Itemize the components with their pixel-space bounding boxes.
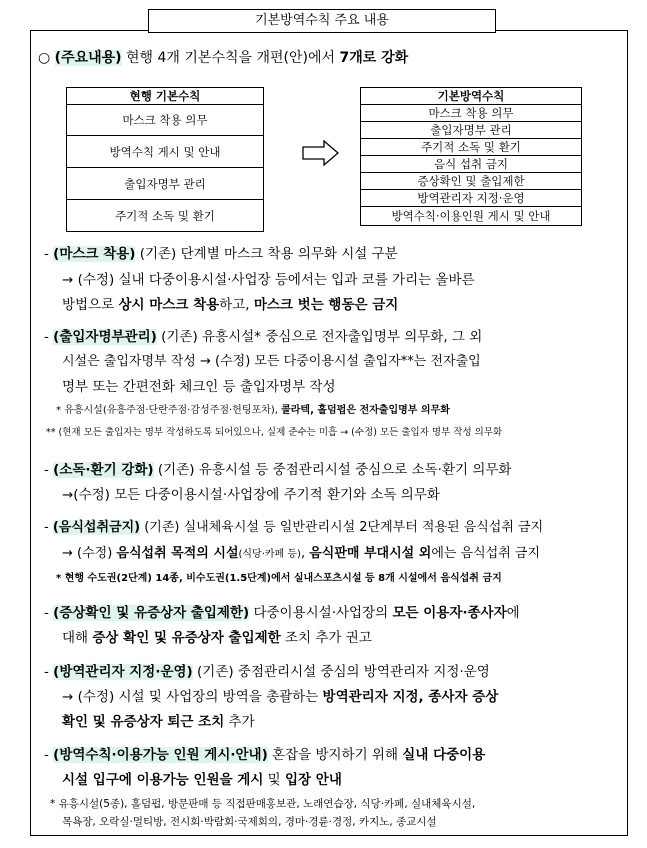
summary-text: 현행 4개 기본수칙을 개편(안)에서 <box>121 50 340 66</box>
text: 및 <box>263 772 285 788</box>
text: (기존) 단계별 마스크 착용 의무화 시설 구분 <box>135 246 398 262</box>
mask-line-1 <box>44 244 398 264</box>
manager-line-2 <box>62 687 498 707</box>
emph: 모든 이용자·종사자 <box>392 605 507 621</box>
dash: - <box>44 605 49 621</box>
new-table-header: 기본방역수칙 <box>361 88 582 105</box>
new-table-row: 음식 섭취 금지 <box>361 156 582 173</box>
text: * <box>56 405 65 416</box>
notice-line-2 <box>62 770 342 790</box>
emph: 상시 마스크 착용 <box>118 297 220 313</box>
text: 혼잡을 방지하기 위해 <box>267 747 403 763</box>
food-line-1 <box>44 518 543 538</box>
new-table-row: 출입자명부 관리 <box>361 122 582 139</box>
mask-label: (마스크 착용) <box>53 246 136 262</box>
food-label: (음식섭취금지) <box>52 520 141 535</box>
text: 유흥시설(유흥주점·단란주점·감성주점·헌팅포차), <box>64 405 282 416</box>
notice-line-1 <box>44 745 485 765</box>
right-arrow-icon <box>302 140 340 166</box>
entry-label: (출입자명부관리) <box>53 329 157 345</box>
emph: 마스크 벗는 행동은 금지 <box>253 297 399 313</box>
entry-note-1 <box>56 404 450 418</box>
text: (기존) 실내체육시설 등 일반관리시설 2단계부터 적용된 음식섭취 금지 <box>140 520 544 535</box>
mask-line-2: → (수정) 실내 다중이용시설·사업장 등에서는 입과 코를 가리는 올바른 <box>62 272 475 288</box>
dash: - <box>44 246 49 262</box>
page-title: 기본방역수칙 주요 내용 <box>148 9 496 33</box>
emph: 음식섭취 목적의 시설 <box>116 546 239 561</box>
summary-emph: 7개로 강화 <box>339 50 409 66</box>
food-note: * 현행 수도권(2단계) 14종, 비수도권(1.5단계)에서 실내스포츠시설 등 8개 시설에서 음식섭취 금지 <box>56 573 502 584</box>
new-table-row: 방역관리자 지정·운영 <box>361 190 582 207</box>
text: (기존) 중점관리시설 중심의 방역관리자 지정·운영 <box>192 664 490 680</box>
text: (기존) 유흥시설* 중심으로 전자출입명부 의무화, 그 외 <box>156 329 483 345</box>
current-table-header: 현행 기본수칙 <box>67 88 264 105</box>
current-table-row: 출입자명부 관리 <box>67 168 264 200</box>
entry-line-1 <box>44 327 482 347</box>
text: 추가 <box>224 714 255 730</box>
symptom-label: (증상확인 및 유증상자 출입제한) <box>53 605 250 621</box>
entry-line-2: 시설은 출입자명부 작성 → (수정) 모든 다중이용시설 출입자**는 전자출입 <box>62 354 481 369</box>
manager-line-3 <box>62 712 255 732</box>
text: 방법으로 <box>62 297 119 313</box>
text: → (수정) <box>62 546 117 561</box>
entry-note-2: ** (현재 모든 출입자는 명부 작성하도록 되어있으나, 실제 준수는 미흡 → (수정) 모든 출입자 명부 작성 의무화 <box>46 427 503 438</box>
symptom-line-2 <box>62 628 372 648</box>
text: 대해 <box>62 630 93 646</box>
notice-label: (방역수칙·이용가능 인원 게시·안내) <box>53 747 268 763</box>
manager-line-1 <box>44 662 490 682</box>
emph: 콜라텍, <box>281 405 318 416</box>
entry-line-3: 명부 또는 간편전화 체크인 등 출입자명부 작성 <box>62 379 336 395</box>
emph: 실내 다중이용 <box>402 747 486 763</box>
disinfect-line-1 <box>44 460 511 480</box>
emph: 홀덤펍은 전자출입명부 의무화 <box>317 405 450 416</box>
text: (기존) 유흥시설 등 중점관리시설 중심으로 소독·환기 의무화 <box>153 462 512 478</box>
dash: - <box>44 664 49 680</box>
dash: - <box>44 520 49 535</box>
emph: 음식판매 부대시설 외 <box>309 546 432 561</box>
new-table-row: 방역수칙·이용인원 게시 및 안내 <box>361 207 582 226</box>
emph: 시설 입구에 이용가능 인원을 게시 <box>62 772 264 788</box>
dash: - <box>44 329 49 345</box>
current-table-row: 방역수칙 게시 및 안내 <box>67 136 264 168</box>
summary-line <box>38 48 408 68</box>
summary-bullet: ○ <box>38 50 51 66</box>
food-line-2 <box>62 544 540 565</box>
dash: - <box>44 462 49 478</box>
mask-line-3 <box>62 295 398 315</box>
disinfect-label: (소독·환기 강화) <box>53 462 154 478</box>
text: (식당·카페 등) <box>238 549 301 560</box>
notice-note-2: 목욕장, 오락실·멀티방, 전시회·박람회·국제회의, 경마·경륜·경정, 카지노, 종교시설 <box>62 816 437 828</box>
text: 에는 음식섭취 금지 <box>431 546 541 561</box>
emph: 방역관리자 지정, 종사자 증상 <box>322 689 499 705</box>
new-table-row: 주기적 소독 및 환기 <box>361 139 582 156</box>
emph: 증상 확인 및 유증상자 출입제한 <box>92 630 281 646</box>
current-table-row: 마스크 착용 의무 <box>67 105 264 136</box>
disinfect-line-2: →(수정) 모든 다중이용시설·사업장에 주기적 환기와 소독 의무화 <box>62 487 440 503</box>
text: , <box>300 546 310 561</box>
new-table-row: 마스크 착용 의무 <box>361 105 582 122</box>
text: 에 <box>506 605 520 621</box>
text: 하고, <box>219 297 254 313</box>
notice-note-1: * 유흥시설(5종), 홀덤펍, 방문판매 등 직접판매홍보관, 노래연습장, 식당·카페, 실내체육시설, <box>50 798 476 810</box>
manager-label: (방역관리자 지정·운영) <box>53 664 193 680</box>
summary-label: (주요내용) <box>54 50 122 66</box>
current-rules-table <box>66 87 264 232</box>
current-table-row: 주기적 소독 및 환기 <box>67 200 264 232</box>
emph: 입장 안내 <box>285 772 342 788</box>
text: 조치 추가 권고 <box>280 630 372 646</box>
symptom-line-1 <box>44 603 520 623</box>
text: → (수정) 시설 및 사업장의 방역을 총괄하는 <box>62 689 323 705</box>
text: 다중이용시설·사업장의 <box>249 605 393 621</box>
emph: 확인 및 유증상자 퇴근 조치 <box>62 714 225 730</box>
new-rules-table <box>360 87 582 226</box>
new-table-row: 증상확인 및 출입제한 <box>361 173 582 190</box>
dash: - <box>44 747 49 763</box>
